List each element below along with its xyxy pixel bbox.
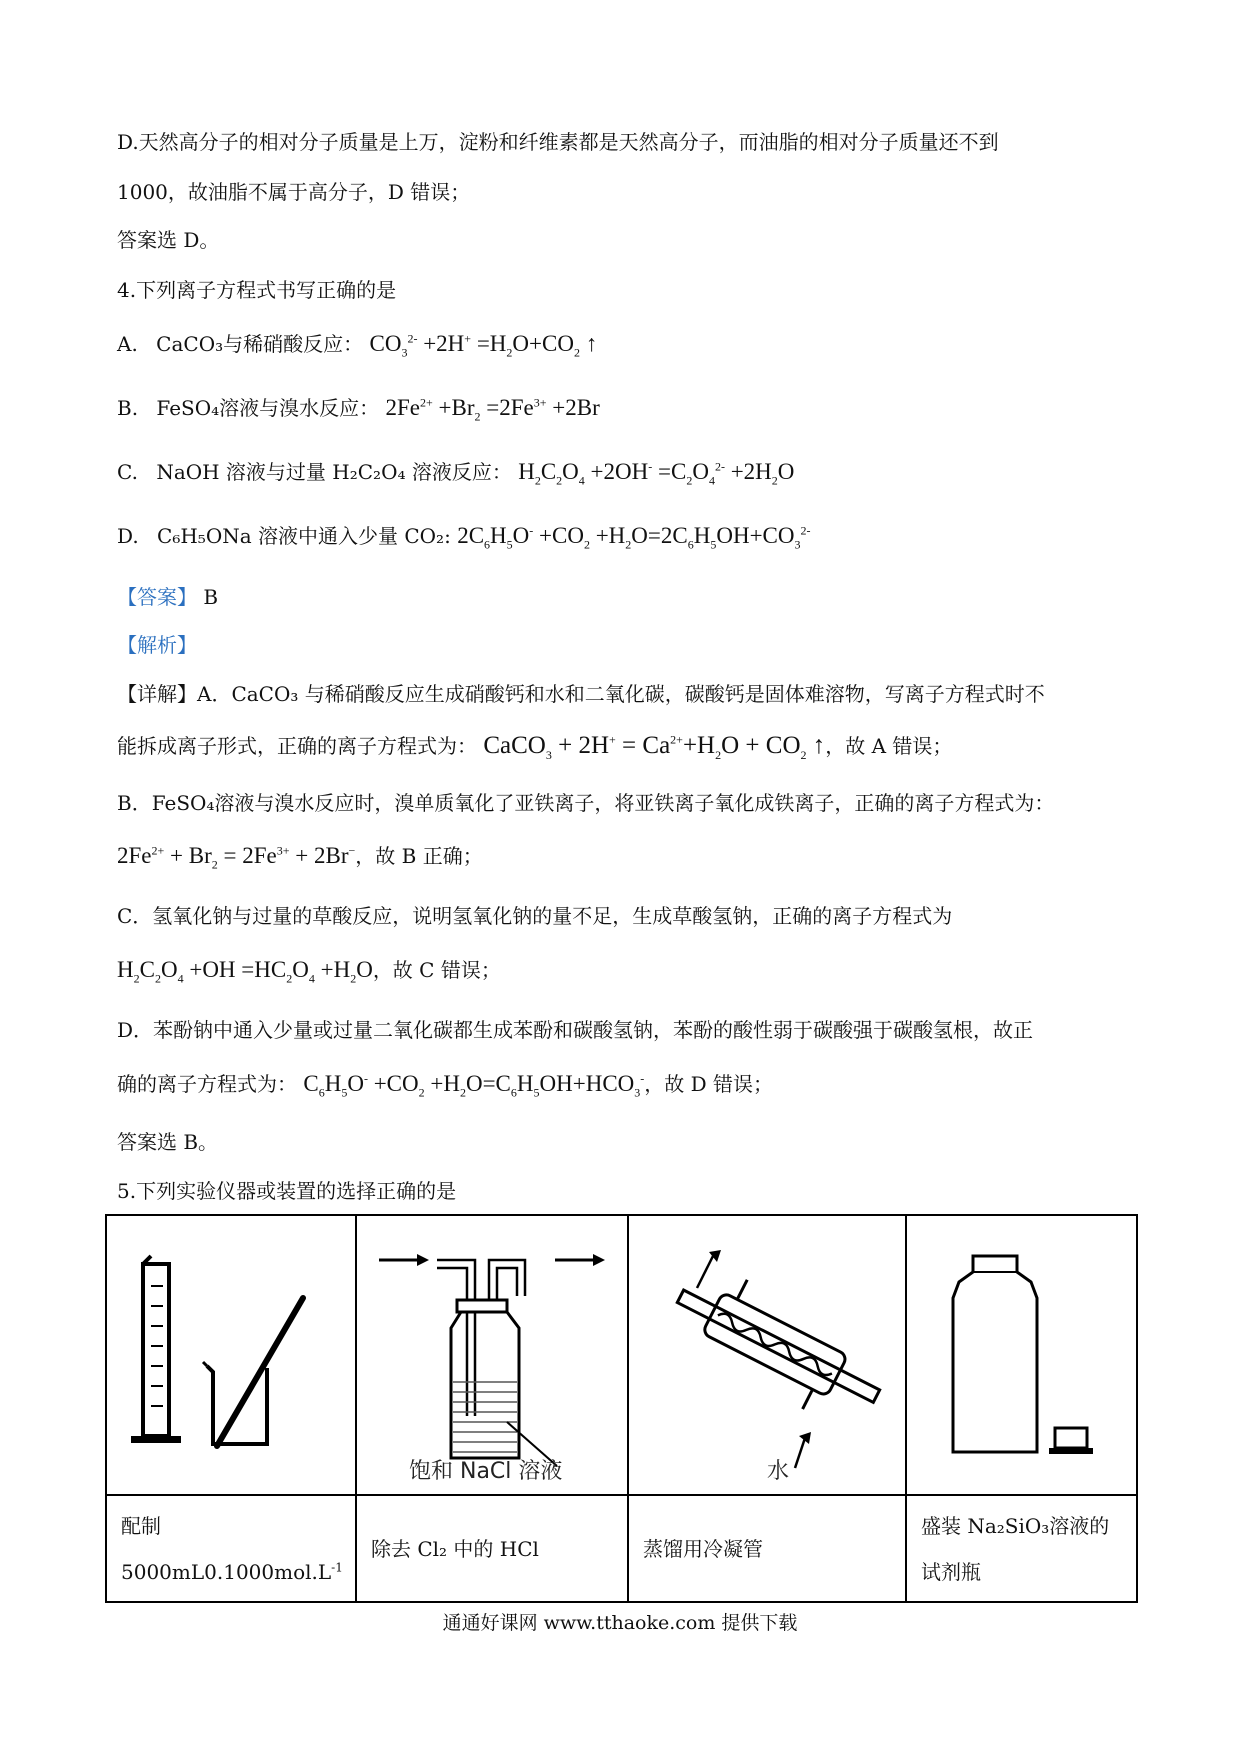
detail-d-text-2: 确的离子方程式为： bbox=[117, 1072, 297, 1096]
caption-cell-4 bbox=[906, 1495, 1137, 1602]
detail-b-line-2 bbox=[117, 842, 483, 870]
caption-1-concentration: 5000mL0.1000mol.L bbox=[121, 1559, 332, 1584]
footer-source: 通通好课网 www.tthaoke.com 提供下载 bbox=[442, 1612, 798, 1634]
option-b-text: FeSO₄溶液与溴水反应： bbox=[156, 396, 380, 420]
caption-cell-3 bbox=[628, 1495, 906, 1602]
figure-cell-3 bbox=[628, 1215, 906, 1495]
reagent-bottle-figure bbox=[907, 1216, 1136, 1490]
option-d bbox=[117, 522, 811, 550]
option-c-label: C. bbox=[117, 460, 138, 484]
detail-a-tail: ，故 A 错误； bbox=[825, 734, 953, 758]
detail-tag: 【详解】 bbox=[117, 682, 197, 706]
gas-washing-bottle-figure bbox=[357, 1216, 627, 1490]
d-explanation-line-2: 1000，故油脂不属于高分子，D 错误； bbox=[117, 180, 471, 204]
caption-1-line-1: 配制 bbox=[121, 1513, 161, 1538]
question-5-stem: 5.下列实验仪器或装置的选择正确的是 bbox=[117, 1179, 457, 1203]
detail-b-line-1: B．FeSO₄溶液与溴水反应时，溴单质氧化了亚铁离子，将亚铁离子氧化成铁离子，正确的离子方程式为： bbox=[117, 791, 1055, 815]
detail-a-line-2 bbox=[117, 732, 952, 760]
previous-answer: 答案选 D。 bbox=[117, 228, 220, 252]
graduated-cylinder-beaker-figure bbox=[107, 1216, 355, 1490]
detail-b-tail: ，故 B 正确； bbox=[355, 844, 483, 868]
option-c bbox=[117, 458, 794, 486]
q4-answer-line: 答案选 B。 bbox=[117, 1130, 219, 1154]
condenser-figure bbox=[629, 1216, 905, 1490]
detail-c-equation: $H_2C_2O_4 +OH =HC_2O_4 +H_2O$ bbox=[117, 957, 373, 986]
option-b bbox=[117, 394, 600, 422]
caption-cell-2 bbox=[356, 1495, 628, 1602]
detail-c-line-1: C．氢氧化钠与过量的草酸反应，说明氢氧化钠的量不足，生成草酸氢钠，正确的离子方程式为 bbox=[117, 904, 953, 928]
detail-a-equation: CaCO$_3$ + $2H^+ = Ca^{2+}+H_2O + CO_2$ ↑ bbox=[483, 732, 826, 762]
answer-tag: 【答案】 bbox=[117, 585, 197, 609]
detail-c-tail: ，故 C 错误； bbox=[372, 958, 501, 982]
apparatus-table bbox=[105, 1214, 1138, 1603]
answer-value: B bbox=[203, 585, 219, 609]
analysis-tag: 【解析】 bbox=[117, 633, 197, 657]
option-d-text: C₆H₅ONa 溶液中通入少量 CO₂: bbox=[157, 524, 451, 548]
caption-3: 蒸馏用冷凝管 bbox=[643, 1536, 763, 1561]
detail-a-text-1: A．CaCO₃ 与稀硝酸反应生成硝酸钙和水和二氧化碳，碳酸钙是固体难溶物，写离子方程式时不 bbox=[197, 682, 1045, 706]
figure-cell-4 bbox=[906, 1215, 1137, 1495]
option-a-label: A. bbox=[117, 332, 138, 356]
option-c-text: NaOH 溶液与过量 H₂C₂O₄ 溶液反应： bbox=[156, 460, 512, 484]
figure-cell-2 bbox=[356, 1215, 628, 1495]
option-a-equation: $CO_3^{2-} +2H^+ =H_2O+CO_2$ ↑ bbox=[369, 331, 598, 360]
caption-4-line-2: 试剂瓶 bbox=[921, 1559, 981, 1584]
detail-a-line-1 bbox=[117, 680, 1045, 708]
detail-d-line-1: D．苯酚钠中通入少量或过量二氧化碳都生成苯酚和碳酸氢钠，苯酚的酸性弱于碳酸强于碳酸氢根，故正 bbox=[117, 1018, 1034, 1042]
detail-a-text-2: 能拆成离子形式，正确的离子方程式为： bbox=[117, 734, 477, 758]
saturated-nacl-label: 饱和 NaCl 溶液 bbox=[409, 1459, 563, 1484]
option-b-equation: $2Fe^{2+} +Br_2 =2Fe^{3+} +2Br$ bbox=[385, 395, 600, 424]
caption-cell-1 bbox=[106, 1495, 356, 1602]
option-c-equation: $H_2C_2O_4 +2OH^- =C_2O_4^{2-} +2H_2O$ bbox=[518, 459, 795, 488]
caption-1-line-2 bbox=[121, 1549, 355, 1595]
detail-d-tail: ，故 D 错误； bbox=[644, 1072, 774, 1096]
detail-d-line-2 bbox=[117, 1070, 773, 1098]
option-d-equation: $2C_6H_5O^- +CO_2 +H_2O=2C_6H_5OH+CO_3^{2-}$ bbox=[457, 523, 811, 552]
option-a bbox=[117, 330, 597, 358]
water-label: 水 bbox=[767, 1459, 790, 1484]
detail-c-line-2 bbox=[117, 956, 501, 984]
detail-b-equation: $2Fe^{2+} + Br_2 = 2Fe^{3+} + 2Br^-$ bbox=[117, 843, 356, 872]
answer-row bbox=[117, 583, 218, 611]
option-a-text: CaCO₃与稀硝酸反应： bbox=[156, 332, 364, 356]
caption-1-superscript: -1 bbox=[331, 1559, 343, 1574]
detail-d-equation: $C_6H_5O^- +CO_2 +H_2O=C_6H_5OH+HCO_3^-$ bbox=[303, 1071, 645, 1100]
option-b-label: B. bbox=[117, 396, 139, 420]
figure-cell-1 bbox=[106, 1215, 356, 1495]
analysis-tag-row bbox=[117, 631, 197, 659]
caption-2: 除去 Cl₂ 中的 HCl bbox=[371, 1536, 539, 1561]
question-4-stem: 4.下列离子方程式书写正确的是 bbox=[117, 278, 397, 302]
caption-4-line-1: 盛装 Na₂SiO₃溶液的 bbox=[921, 1513, 1110, 1538]
d-explanation-line-1: D.天然高分子的相对分子质量是上万，淀粉和纤维素都是天然高分子，而油脂的相对分子质量还不到 bbox=[117, 130, 999, 154]
option-d-label: D. bbox=[117, 524, 139, 548]
